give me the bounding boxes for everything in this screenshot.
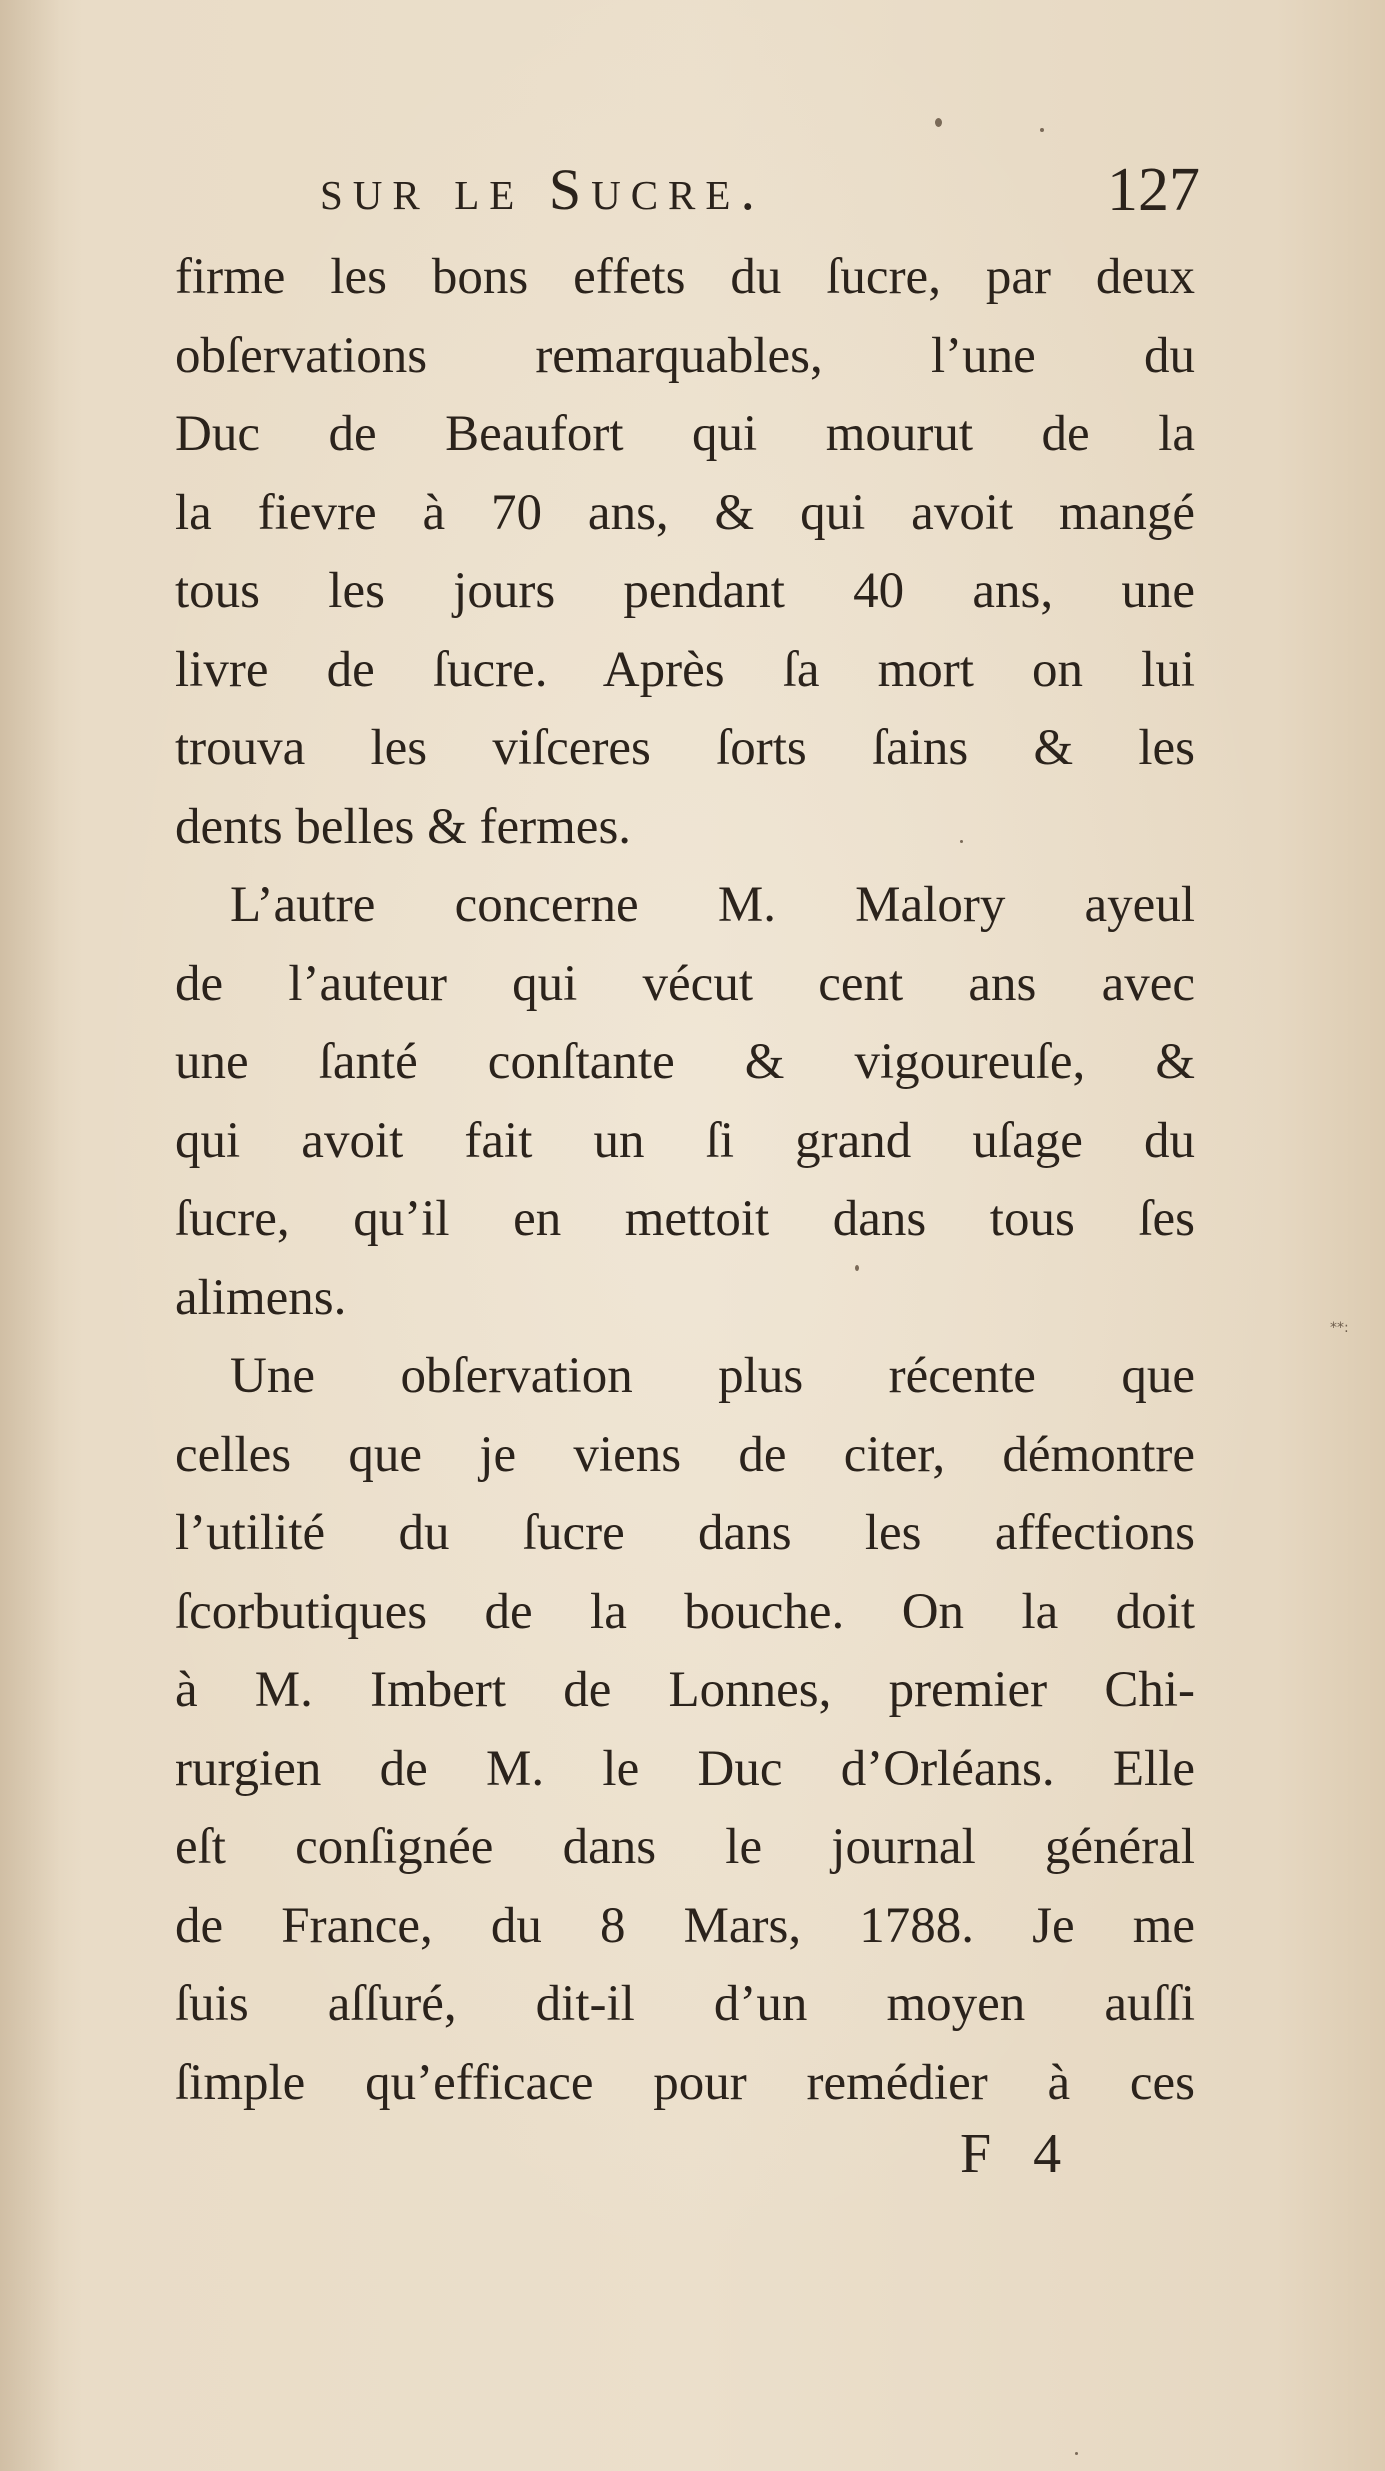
- text-line: rurgien de M. le Duc d’Orléans. Elle: [175, 1740, 1195, 1797]
- text-line: qui avoit fait un ſi grand uſage du: [175, 1112, 1195, 1169]
- text-line: firme les bons effets du ſucre, par deux: [175, 249, 1195, 305]
- text-line: la fievre à 70 ans, & qui avoit mangé: [175, 484, 1195, 541]
- text-line: une ſanté conſtante & vigoureuſe, &: [175, 1034, 1195, 1090]
- text-line: tous les jours pendant 40 ans, une: [175, 563, 1195, 619]
- text-line: dents belles & fermes.: [175, 798, 632, 855]
- paper-speck: [1040, 128, 1044, 132]
- page-number: 127: [1107, 156, 1200, 224]
- text-line: ſcorbutiques de la bouche. On la doit: [175, 1583, 1195, 1640]
- text-line: Duc de Beaufort qui mourut de la: [175, 406, 1195, 462]
- text-line: eſt conſignée dans le journal général: [175, 1819, 1195, 1875]
- text-line: trouva les viſceres ſorts ſains & les: [175, 720, 1195, 776]
- paragraph-first-line: Une obſervation plus récente que: [230, 1348, 1195, 1404]
- text-line: ſimple qu’efficace pour remédier à ces: [175, 2054, 1195, 2111]
- paragraph-first-line: L’autre concerne M. Malory ayeul: [230, 877, 1195, 933]
- text-line: ſucre, qu’il en mettoit dans tous ſes: [175, 1191, 1195, 1247]
- paper-speck: [935, 118, 942, 127]
- body-text: [175, 238, 1195, 2122]
- text-line: obſervations remarquables, l’une du: [175, 327, 1195, 384]
- running-title: sur le Sucre.: [320, 157, 765, 222]
- text-line: de France, du 8 Mars, 1788. Je me: [175, 1897, 1195, 1954]
- signature-mark: F 4: [960, 2123, 1076, 2185]
- paper-speck: [1075, 2452, 1078, 2455]
- text-line: de l’auteur qui vécut cent ans avec: [175, 955, 1195, 1012]
- text-line: l’utilité du ſucre dans les affections: [175, 1505, 1195, 1561]
- text-line: celles que je viens de citer, démontre: [175, 1426, 1195, 1483]
- text-line: livre de ſucre. Après ſa mort on lui: [175, 641, 1195, 698]
- text-line: ſuis aſſuré, dit-il d’un moyen auſſi: [175, 1976, 1195, 2032]
- page-header: [320, 150, 1200, 230]
- margin-mark: **:: [1330, 1320, 1349, 1336]
- text-line: à M. Imbert de Lonnes, premier Chi-: [175, 1662, 1195, 1718]
- text-line: alimens.: [175, 1269, 347, 1326]
- page-fold-shadow: [0, 0, 60, 2471]
